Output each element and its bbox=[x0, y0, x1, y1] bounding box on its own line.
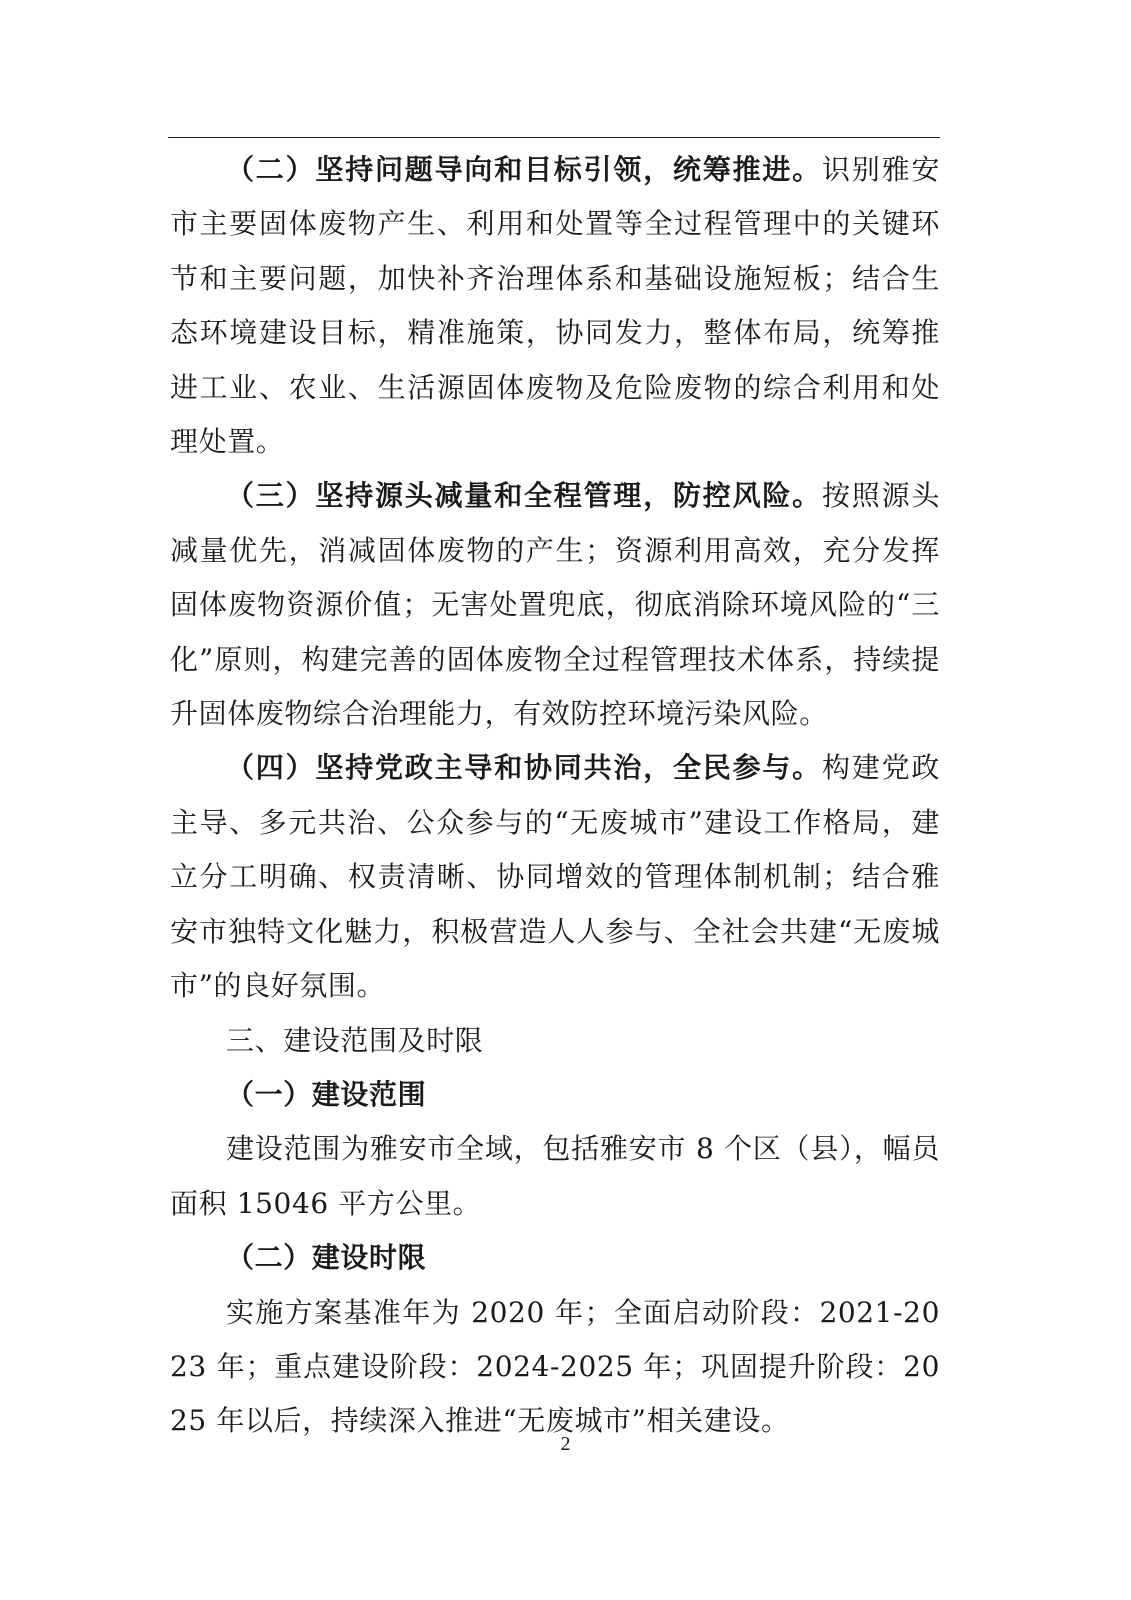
header-rule bbox=[168, 137, 940, 138]
principle-lead-2: （二）坚持问题导向和目标引领，统筹推进。 bbox=[226, 153, 822, 186]
period-heading: （二）建设时限 bbox=[226, 1241, 427, 1275]
document-body bbox=[170, 143, 940, 1449]
principle-body-3: 按照源头减量优先，消减固体废物的产生；资源利用高效，充分发挥固体废物资源价值；无害处置兜底，彻底消除环境风险的“三化”原则，构建完善的固体废物全过程管理技术体系，持续提升固体废物综合治理能力，有效防控环境污染风险。 bbox=[170, 479, 940, 731]
principle-body-2: 识别雅安市主要固体废物产生、利用和处置等全过程管理中的关键环节和主要问题，加快补齐治理体系和基础设施短板；结合生态环境建设目标，精准施策，协同发力，整体布局，统筹推进工业、农业、生活源固体废物及危险废物的综合利用和处理处置。 bbox=[170, 153, 940, 459]
principle-lead-4: （四）坚持党政主导和协同共治，全民参与。 bbox=[226, 751, 822, 785]
period-paragraph: 实施方案基准年为 2020 年；全面启动阶段：2021-2023 年；重点建设阶段：2024-2025 年；巩固提升阶段：2025 年以后，持续深入推进“无废城市”相关建设。 bbox=[170, 1295, 940, 1438]
scope-heading: （一）建设范围 bbox=[226, 1077, 427, 1111]
page-number: 2 bbox=[560, 1433, 571, 1455]
principle-body-4: 构建党政主导、多元共治、公众参与的“无废城市”建设工作格局，建立分工明确、权责清晰、协同增效的管理体制机制；结合雅安市独特文化魅力，积极营造人人参与、全社会共建“无废城市”的良好氛围。 bbox=[170, 751, 940, 1003]
principle-paragraph-3 bbox=[170, 469, 940, 741]
scope-paragraph: 建设范围为雅安市全域，包括雅安市 8 个区（县），幅员面积 15046 平方公里。 bbox=[170, 1132, 940, 1220]
principle-lead-3: （三）坚持源头减量和全程管理，防控风险。 bbox=[226, 479, 822, 513]
principle-paragraph-4 bbox=[170, 741, 940, 1013]
principle-paragraph-2 bbox=[170, 143, 940, 469]
section-heading: 三、建设范围及时限 bbox=[226, 1023, 484, 1057]
